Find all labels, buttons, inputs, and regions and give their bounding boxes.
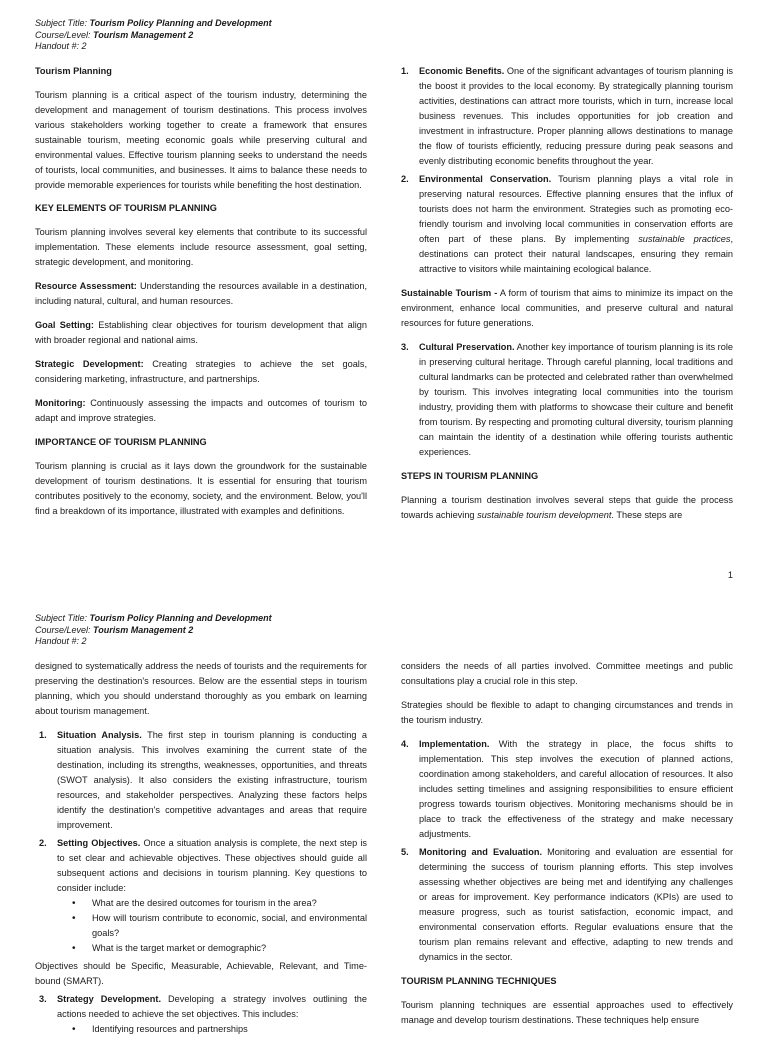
paragraph: Objectives should be Specific, Measurable, Achievable, Relevant, and Time-bound (SMART).	[35, 961, 367, 986]
section-title: IMPORTANCE OF TOURISM PLANNING	[35, 437, 207, 447]
importance-list	[401, 64, 733, 277]
list-item: 2. Environmental Conservation. Tourism planning plays a vital role in preserving natural resources. Effective planning ensures that the influx of tourists does not harm the environment. Strategies such as promoting eco-friendly tourism and involving local communities in conservation efforts are often part of these plans. By implementing sustainable practices, destinations can protect their natural landscapes, ensuring they remain attractive to visitors while maintaining ecological balance.	[401, 174, 733, 274]
element-resource-assessment: Resource Assessment: Understanding the resources available in a destination, including natural, cultural, and human resources.	[35, 281, 367, 306]
section-title: Tourism Planning	[35, 66, 112, 76]
step-situation-analysis: 1. Situation Analysis. The first step in tourism planning is conducting a situation analysis. This involves examining the current state of the destination, including its strengths, weaknesses, opportunities, and threats (SWOT analysis). It also considers the existing infrastructure, tourism resources, and stakeholder perspectives. Analyzing these factors helps identify the destination's competitive advantages and areas that require improvement.	[39, 730, 368, 830]
step-monitoring-evaluation: 5. Monitoring and Evaluation. Monitoring and evaluation are essential for determining the success of tourism planning efforts. This step involves assessing whether objectives are being met and identifying any challenges or areas for improvement. Key performance indicators (KPIs) are used to measure progress, such as tourist satisfaction, economic impact, and environmental conservation efforts. Regular evaluations ensure that the tourism plan remains relevant and effective, adapting to new trends and dynamics in the sector.	[401, 847, 733, 962]
right-column	[401, 659, 733, 1037]
list-item: • What are the desired outcomes for tourism in the area?	[92, 896, 367, 911]
page-number: 1	[727, 570, 733, 580]
questions-list	[57, 896, 367, 956]
steps-list-cont	[35, 992, 367, 1037]
paragraph: Strategies should be flexible to adapt to changing circumstances and trends in the tourism industry.	[401, 700, 733, 725]
element-strategic-development: Strategic Development: Creating strategies to achieve the set goals, considering marketing, infrastructure, and partnerships.	[35, 359, 367, 384]
paragraph: Tourism planning is crucial as it lays down the groundwork for the sustainable development of tourism destinations. It is essential for ensuring that tourism contributes positively to the economy, society, and the environment. Below, you'll find a breakdown of its importance, illustrated with examples and definitions.	[35, 461, 367, 516]
importance-list-cont	[401, 340, 733, 460]
steps-list-right	[401, 737, 733, 965]
paragraph: designed to systematically address the needs of tourists and the requirements for preserving the destination's resources. Below are the essential steps in tourism planning, which you should understand thoroughly as you embark on learning about tourism management.	[35, 661, 367, 716]
paragraph: Tourism planning techniques are essential approaches used to effectively manage and develop tourism destinations. These techniques help ensure	[401, 1000, 733, 1025]
step-strategy-development: 3. Strategy Development. Developing a strategy involves outlining the actions needed to achieve the set objectives. This includes: • Identifying resources and partnerships	[39, 992, 367, 1037]
step-setting-objectives: 2. Setting Objectives. Once a situation analysis is complete, the next step is to set clear and achievable objectives. These objectives should guide all subsequent actions and decisions in tourism planning. Key questions to consider include: • What are the desired outcomes for tourism in the area? • How will tourism contribute to economic, social, and environmental goals? • What is the target market or demographic?	[39, 836, 367, 956]
list-item: 3. Cultural Preservation. Another key importance of tourism planning is its role in preserving cultural heritage. Through careful planning, local traditions and cultural landmarks can be protected and celebrated rather than overwhelmed by tourism. This involves integrating local communities into the tourism industry, providing them with platforms to showcase their culture and benefit from tourism. By respecting and promoting cultural diversity, tourism planning can maintain the identity of a destination while offering tourists authentic experiences.	[401, 342, 733, 457]
right-column	[401, 64, 733, 532]
paragraph: Tourism planning is a critical aspect of the tourism industry, determining the development and management of tourism destinations. This process involves various stakeholders working together to create a framework that ensures sustainable tourism, meeting economic goals while preserving cultural and environmental values. Effective tourism planning seeks to understand the needs of tourists, local communities, and businesses. It aims to balance these needs to provide memorable experiences for tourists while benefiting the host destination.	[35, 90, 367, 190]
list-item: • Identifying resources and partnerships	[92, 1022, 367, 1037]
list-item: • How will tourism contribute to economic, social, and environmental goals?	[92, 911, 367, 941]
page-header: Subject Title: Tourism Policy Planning and Development Course/Level: Tourism Management 2 Handout #: 2	[35, 18, 272, 51]
element-goal-setting: Goal Setting: Establishing clear objectives for tourism development that align with broader regional and national aims.	[35, 320, 367, 345]
steps-list	[35, 728, 367, 956]
step-implementation: 4. Implementation. With the strategy in place, the focus shifts to implementation. This step involves the execution of planned actions, coordination among stakeholders, and careful allocation of resources. It also includes setting timelines and assigning responsibilities to ensure efficient progress towards tourism objectives. Monitoring mechanisms should be in place to track the effectiveness of the strategy and make necessary adjustments.	[401, 739, 733, 839]
list-item: • What is the target market or demographic?	[92, 941, 367, 956]
section-title: STEPS IN TOURISM PLANNING	[401, 471, 539, 481]
paragraph: considers the needs of all parties involved. Committee meetings and public consultations play a crucial role in this step.	[401, 661, 733, 686]
section-title: KEY ELEMENTS OF TOURISM PLANNING	[35, 203, 217, 213]
list-item: 1. Economic Benefits. One of the significant advantages of tourism planning is the boost it provides to the local economy. By strategically planning tourism activities, destinations can attract more tourists, which in turn, increase local business revenues. This includes opportunities for job creation and investment in infrastructure. Proper planning allows destinations to manage the flow of tourists efficiently, reducing pressure during peak seasons and evenly distributing economic benefits throughout the year.	[401, 66, 733, 166]
paragraph: Planning a tourism destination involves several steps that guide the process towards achieving sustainable tourism development. These steps are	[401, 495, 733, 520]
left-column	[35, 659, 367, 1040]
strategy-list	[57, 1022, 367, 1037]
page-header: Subject Title: Tourism Policy Planning and Development Course/Level: Tourism Management 2 Handout #: 2	[35, 613, 272, 646]
section-title: TOURISM PLANNING TECHNIQUES	[401, 976, 557, 986]
definition-sustainable-tourism: Sustainable Tourism - A form of tourism that aims to minimize its impact on the environment, enhance local communities, and preserve cultural and natural resources for future generations.	[401, 288, 733, 328]
paragraph: Tourism planning involves several key elements that contribute to its successful implementation. These elements include resource assessment, goal setting, strategic development, and monitoring.	[35, 227, 367, 267]
handout-page-2	[0, 596, 768, 1034]
element-monitoring: Monitoring: Continuously assessing the impacts and outcomes of tourism to adapt and improve strategies.	[35, 398, 367, 423]
left-column	[35, 64, 367, 528]
